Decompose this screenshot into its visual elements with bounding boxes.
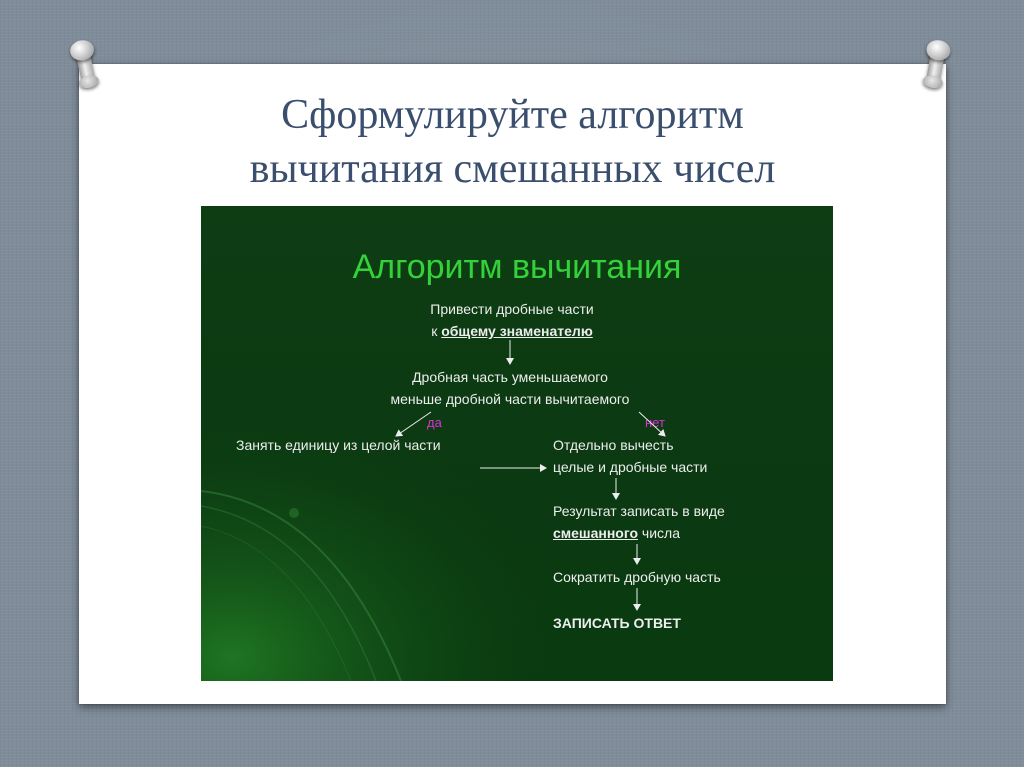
step-reduce-fraction: Сократить дробную часть: [553, 569, 721, 585]
slide-title-line-1: Сформулируйте алгоритм: [281, 92, 744, 138]
arrow-no-branch: [639, 412, 665, 436]
branch-yes-label: да: [427, 415, 442, 430]
slide-title: [79, 88, 946, 196]
step-text: Результат записать в виде: [553, 503, 725, 519]
pushpin-icon: [917, 38, 955, 90]
condition-text: Дробная часть уменьшаемого: [412, 369, 608, 385]
step-text: числа: [638, 525, 681, 541]
algorithm-diagram-image: [201, 206, 833, 681]
slide-title-line-2: вычитания смешанных чисел: [249, 146, 776, 192]
pushpin-icon: [65, 37, 104, 90]
step-text: к: [431, 323, 442, 339]
condition-text: меньше дробной части вычитаемого: [390, 391, 630, 407]
step-text: целые и дробные части: [553, 459, 708, 475]
step-borrow-one: Занять единицу из целой части: [236, 437, 441, 453]
step-write-answer: ЗАПИСАТЬ ОТВЕТ: [553, 615, 681, 631]
flow-arrows: [201, 206, 833, 681]
step-emphasis: смешанного: [553, 525, 639, 541]
branch-no-label: нет: [645, 415, 665, 430]
diagram-title: Алгоритм вычитания: [352, 248, 682, 286]
arrow-yes-branch: [396, 412, 431, 436]
step-emphasis: общему знаменателю: [441, 323, 593, 339]
step-text: Привести дробные части: [430, 301, 594, 317]
step-text: Отдельно вычесть: [553, 437, 674, 453]
